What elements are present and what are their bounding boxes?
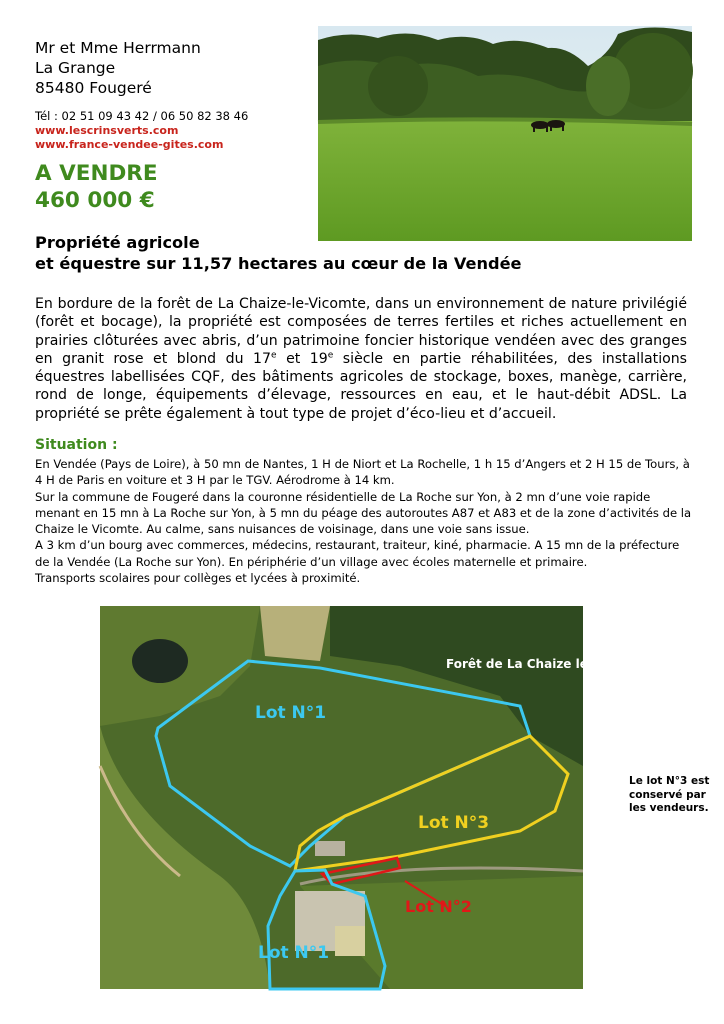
for-sale-label: A VENDRE [35, 161, 158, 186]
aerial-lot-map [100, 606, 647, 989]
phone-numbers: Tél : 02 51 09 43 42 / 06 50 82 38 46 [35, 109, 249, 123]
situation-heading: Situation : [35, 437, 118, 453]
lot3-note: Le lot N°3 est conservé par les vendeurs. [629, 775, 710, 814]
street-address: La Grange [35, 59, 116, 77]
intro-text-3: siècle en partie réhabilitées, des installations équestres labellisées CQF, des bâtiments agricoles de stockage, boxes, manège, carrière, rond de longe, équipements d’élevage, ressources en eau, et le haut-débit ADSL. La propriété se prête également à tout type de projet d’éco-lieu et d’accueil. [35, 350, 688, 422]
sale-block [35, 160, 158, 214]
intro-sup-1: e [271, 350, 277, 361]
intro-sup-2: e [327, 350, 334, 361]
forest-label: Forêt de La Chaize le Vicomte [446, 657, 647, 671]
website-link-2[interactable]: www.france-vendee-gites.com [35, 137, 224, 151]
situation-text [35, 456, 695, 586]
city-address: 85480 Fougeré [35, 79, 152, 97]
lot1b-label: Lot N°1 [258, 943, 330, 963]
title-line-1: Propriété agricole [35, 233, 200, 252]
price: 460 000 € [35, 188, 155, 213]
situation-p3: A 3 km d’un bourg avec commerces, médecins, restaurant, traiteur, kiné, pharmacie. A 15 mn de la préfecture de la Vendée (La Roche sur Yon). En périphérie d’un village avec écoles maternelle et primaire. [35, 538, 680, 569]
owner-name: Mr et Mme Herrmann [35, 39, 201, 57]
intro-text-1: En bordure de la forêt de La Chaize-le-Vicomte, dans un environnement de nature privilégié (forêt et bocage), la propriété est composées de terres fertiles et riches actuellement en prairies clôturées avec abris, d’un patrimoine foncier historique vendéen avec des granges en granit rose et blond du 17 [35, 296, 687, 367]
website-link-1[interactable]: www.lescrinsverts.com [35, 124, 179, 137]
intro-paragraph [35, 295, 687, 423]
meadow-photo [318, 26, 692, 241]
situation-p2: Sur la commune de Fougeré dans la couronne résidentielle de La Roche sur Yon, à 2 mn d’une voie rapide menant en 15 mn à La Roche sur Yon, à 5 mn du péage des autoroutes A87 et A83 et de la zone d’activités de la Chaize le Vicomte. Au calme, sans nuisances de voisinage, dans une voie sans issue. [35, 489, 692, 537]
situation-p4: Transports scolaires pour collèges et lycées à proximité. [35, 571, 361, 586]
title-line-2: et équestre sur 11,57 hectares au cœur de la Vendée [35, 254, 522, 273]
intro-text-2: et 19 [276, 350, 328, 367]
lot1-label: Lot N°1 [255, 703, 327, 723]
lot2-label: Lot N°2 [405, 897, 472, 916]
contact-block [35, 38, 305, 151]
situation-p1: En Vendée (Pays de Loire), à 50 mn de Nantes, 1 H de Niort et La Rochelle, 1 h 15 d’Angers et 2 H 15 de Tours, à 4 H de Paris en voiture et 3 H par le TGV. Aérodrome à 14 km. [35, 457, 690, 488]
lot3-label: Lot N°3 [418, 813, 490, 833]
property-title [35, 232, 522, 274]
